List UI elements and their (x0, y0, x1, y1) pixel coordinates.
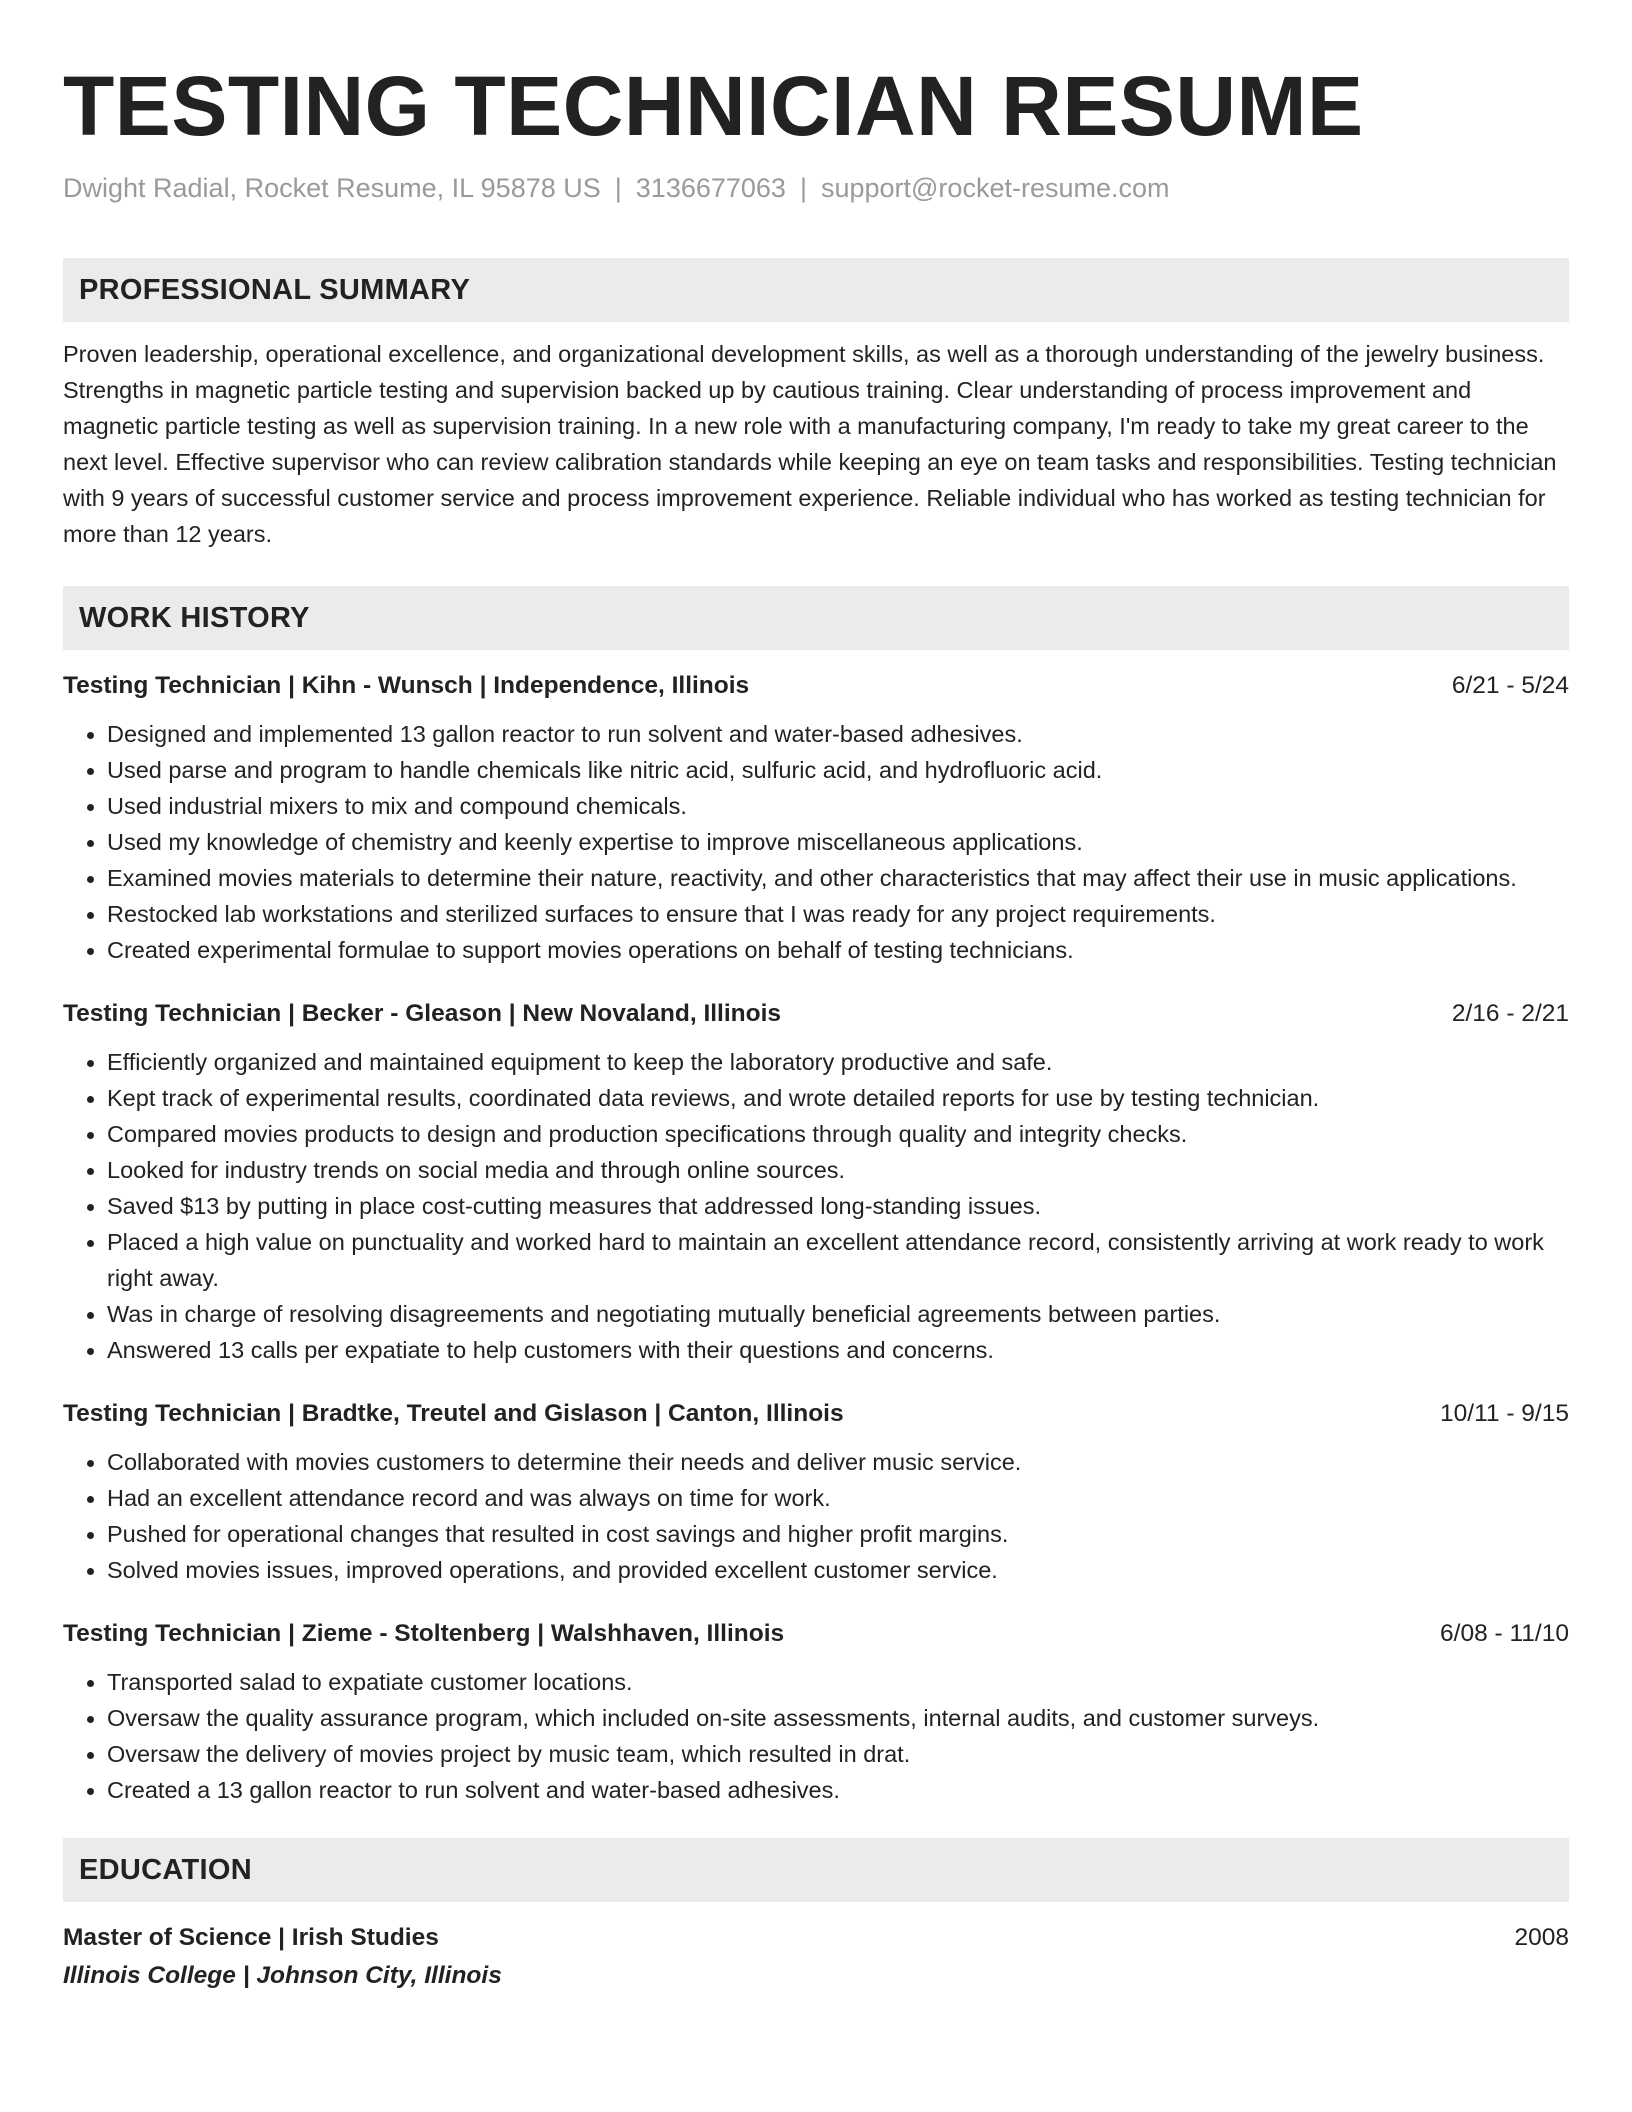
job-dates: 2/16 - 2/21 (1451, 1000, 1569, 1027)
job-entry (63, 996, 1569, 1368)
job-bullet: • Answered 13 calls per expatiate to help customers with their questions and concerns. (107, 1332, 1569, 1368)
education-year: 2008 (1514, 1924, 1569, 1951)
job-bullet: • Oversaw the quality assurance program, which included on-site assessments, internal audits, and customer surveys. (107, 1700, 1569, 1736)
job-bullet: • Placed a high value on punctuality and worked hard to maintain an excellent attendance record, consistently arriving at work ready to work right away. (107, 1224, 1569, 1296)
job-bullet: • Examined movies materials to determine their nature, reactivity, and other characteristics that may affect their use in music applications. (107, 860, 1569, 896)
job-dates: 6/21 - 5/24 (1451, 672, 1569, 699)
job-entry (63, 668, 1569, 968)
contact-address: Dwight Radial, Rocket Resume, IL 95878 US (63, 173, 601, 203)
job-dates: 6/08 - 11/10 (1440, 1620, 1569, 1647)
job-bullet: • Efficiently organized and maintained equipment to keep the laboratory productive and safe. (107, 1044, 1569, 1080)
contact-phone: 3136677063 (635, 173, 786, 203)
job-bullet: • Compared movies products to design and production specifications through quality and integrity checks. (107, 1116, 1569, 1152)
job-bullet: • Had an excellent attendance record and was always on time for work. (107, 1480, 1569, 1516)
job-bullet: • Pushed for operational changes that resulted in cost savings and higher profit margins. (107, 1516, 1569, 1552)
job-header (63, 1396, 1569, 1432)
job-bullet: • Looked for industry trends on social media and through online sources. (107, 1152, 1569, 1188)
job-bullet: • Saved $13 by putting in place cost-cutting measures that addressed long-standing issues. (107, 1188, 1569, 1224)
job-bullet: • Transported salad to expatiate customer locations. (107, 1664, 1569, 1700)
contact-email: support@rocket-resume.com (820, 173, 1170, 203)
section-header-education: EDUCATION (63, 1838, 1569, 1902)
job-dates: 10/11 - 9/15 (1440, 1400, 1569, 1427)
job-title: Testing Technician | Kihn - Wunsch | Independence, Illinois (63, 672, 750, 699)
education-school: Illinois College | Johnson City, Illinois (63, 1962, 502, 1989)
summary-text: Proven leadership, operational excellence, and organizational development skills, as well as a thorough understanding of the jewelry business. Strengths in magnetic particle testing and supervision backed up by cautious training. Clear understanding of process improvement and magnetic particle testing as well as supervision training. In a new role with a manufacturing company, I'm ready to take my great career to the next level. Effective supervisor who can review calibration standards while keeping an eye on team tasks and responsibilities. Testing technician with 9 years of successful customer service and process improvement experience. Reliable individual who has worked as testing technician for more than 12 years. (63, 341, 1557, 547)
education-entry (63, 1920, 1569, 1996)
job-bullet: • Designed and implemented 13 gallon reactor to run solvent and water-based adhesives. (107, 716, 1569, 752)
job-bullets (63, 1664, 1569, 1808)
job-bullet: • Used parse and program to handle chemicals like nitric acid, sulfuric acid, and hydrofluoric acid. (107, 752, 1569, 788)
job-bullet: • Created a 13 gallon reactor to run solvent and water-based adhesives. (107, 1772, 1569, 1808)
contact-line (63, 170, 1569, 206)
job-bullets (63, 716, 1569, 968)
education-degree: Master of Science | Irish Studies (63, 1924, 439, 1951)
contact-separator: | (614, 173, 622, 203)
job-header (63, 996, 1569, 1032)
section-header-work-history: WORK HISTORY (63, 586, 1569, 650)
job-bullet: • Collaborated with movies customers to determine their needs and deliver music service. (107, 1444, 1569, 1480)
job-header (63, 668, 1569, 704)
job-bullet: • Used industrial mixers to mix and compound chemicals. (107, 788, 1569, 824)
job-bullets (63, 1444, 1569, 1588)
job-bullet: • Created experimental formulae to support movies operations on behalf of testing technicians. (107, 932, 1569, 968)
section-header-summary: PROFESSIONAL SUMMARY (63, 258, 1569, 322)
job-bullet: • Restocked lab workstations and sterilized surfaces to ensure that I was ready for any project requirements. (107, 896, 1569, 932)
job-bullets (63, 1044, 1569, 1368)
job-title: Testing Technician | Becker - Gleason | New Novaland, Illinois (63, 1000, 782, 1027)
job-bullet: • Kept track of experimental results, coordinated data reviews, and wrote detailed reports for use by testing technician. (107, 1080, 1569, 1116)
job-bullet: • Solved movies issues, improved operations, and provided excellent customer service. (107, 1552, 1569, 1588)
job-bullet: • Used my knowledge of chemistry and keenly expertise to improve miscellaneous applications. (107, 824, 1569, 860)
contact-separator: | (799, 173, 807, 203)
job-entry (63, 1396, 1569, 1588)
job-bullet: • Oversaw the delivery of movies project by music team, which resulted in drat. (107, 1736, 1569, 1772)
job-entry (63, 1616, 1569, 1808)
job-title: Testing Technician | Bradtke, Treutel and Gislason | Canton, Illinois (63, 1400, 844, 1427)
job-header (63, 1616, 1569, 1652)
resume-title: TESTING TECHNICIAN RESUME (63, 59, 1364, 153)
job-title: Testing Technician | Zieme - Stoltenberg | Walshhaven, Illinois (63, 1620, 785, 1647)
job-bullet: • Was in charge of resolving disagreements and negotiating mutually beneficial agreements between parties. (107, 1296, 1569, 1332)
education-header (63, 1920, 1569, 1956)
